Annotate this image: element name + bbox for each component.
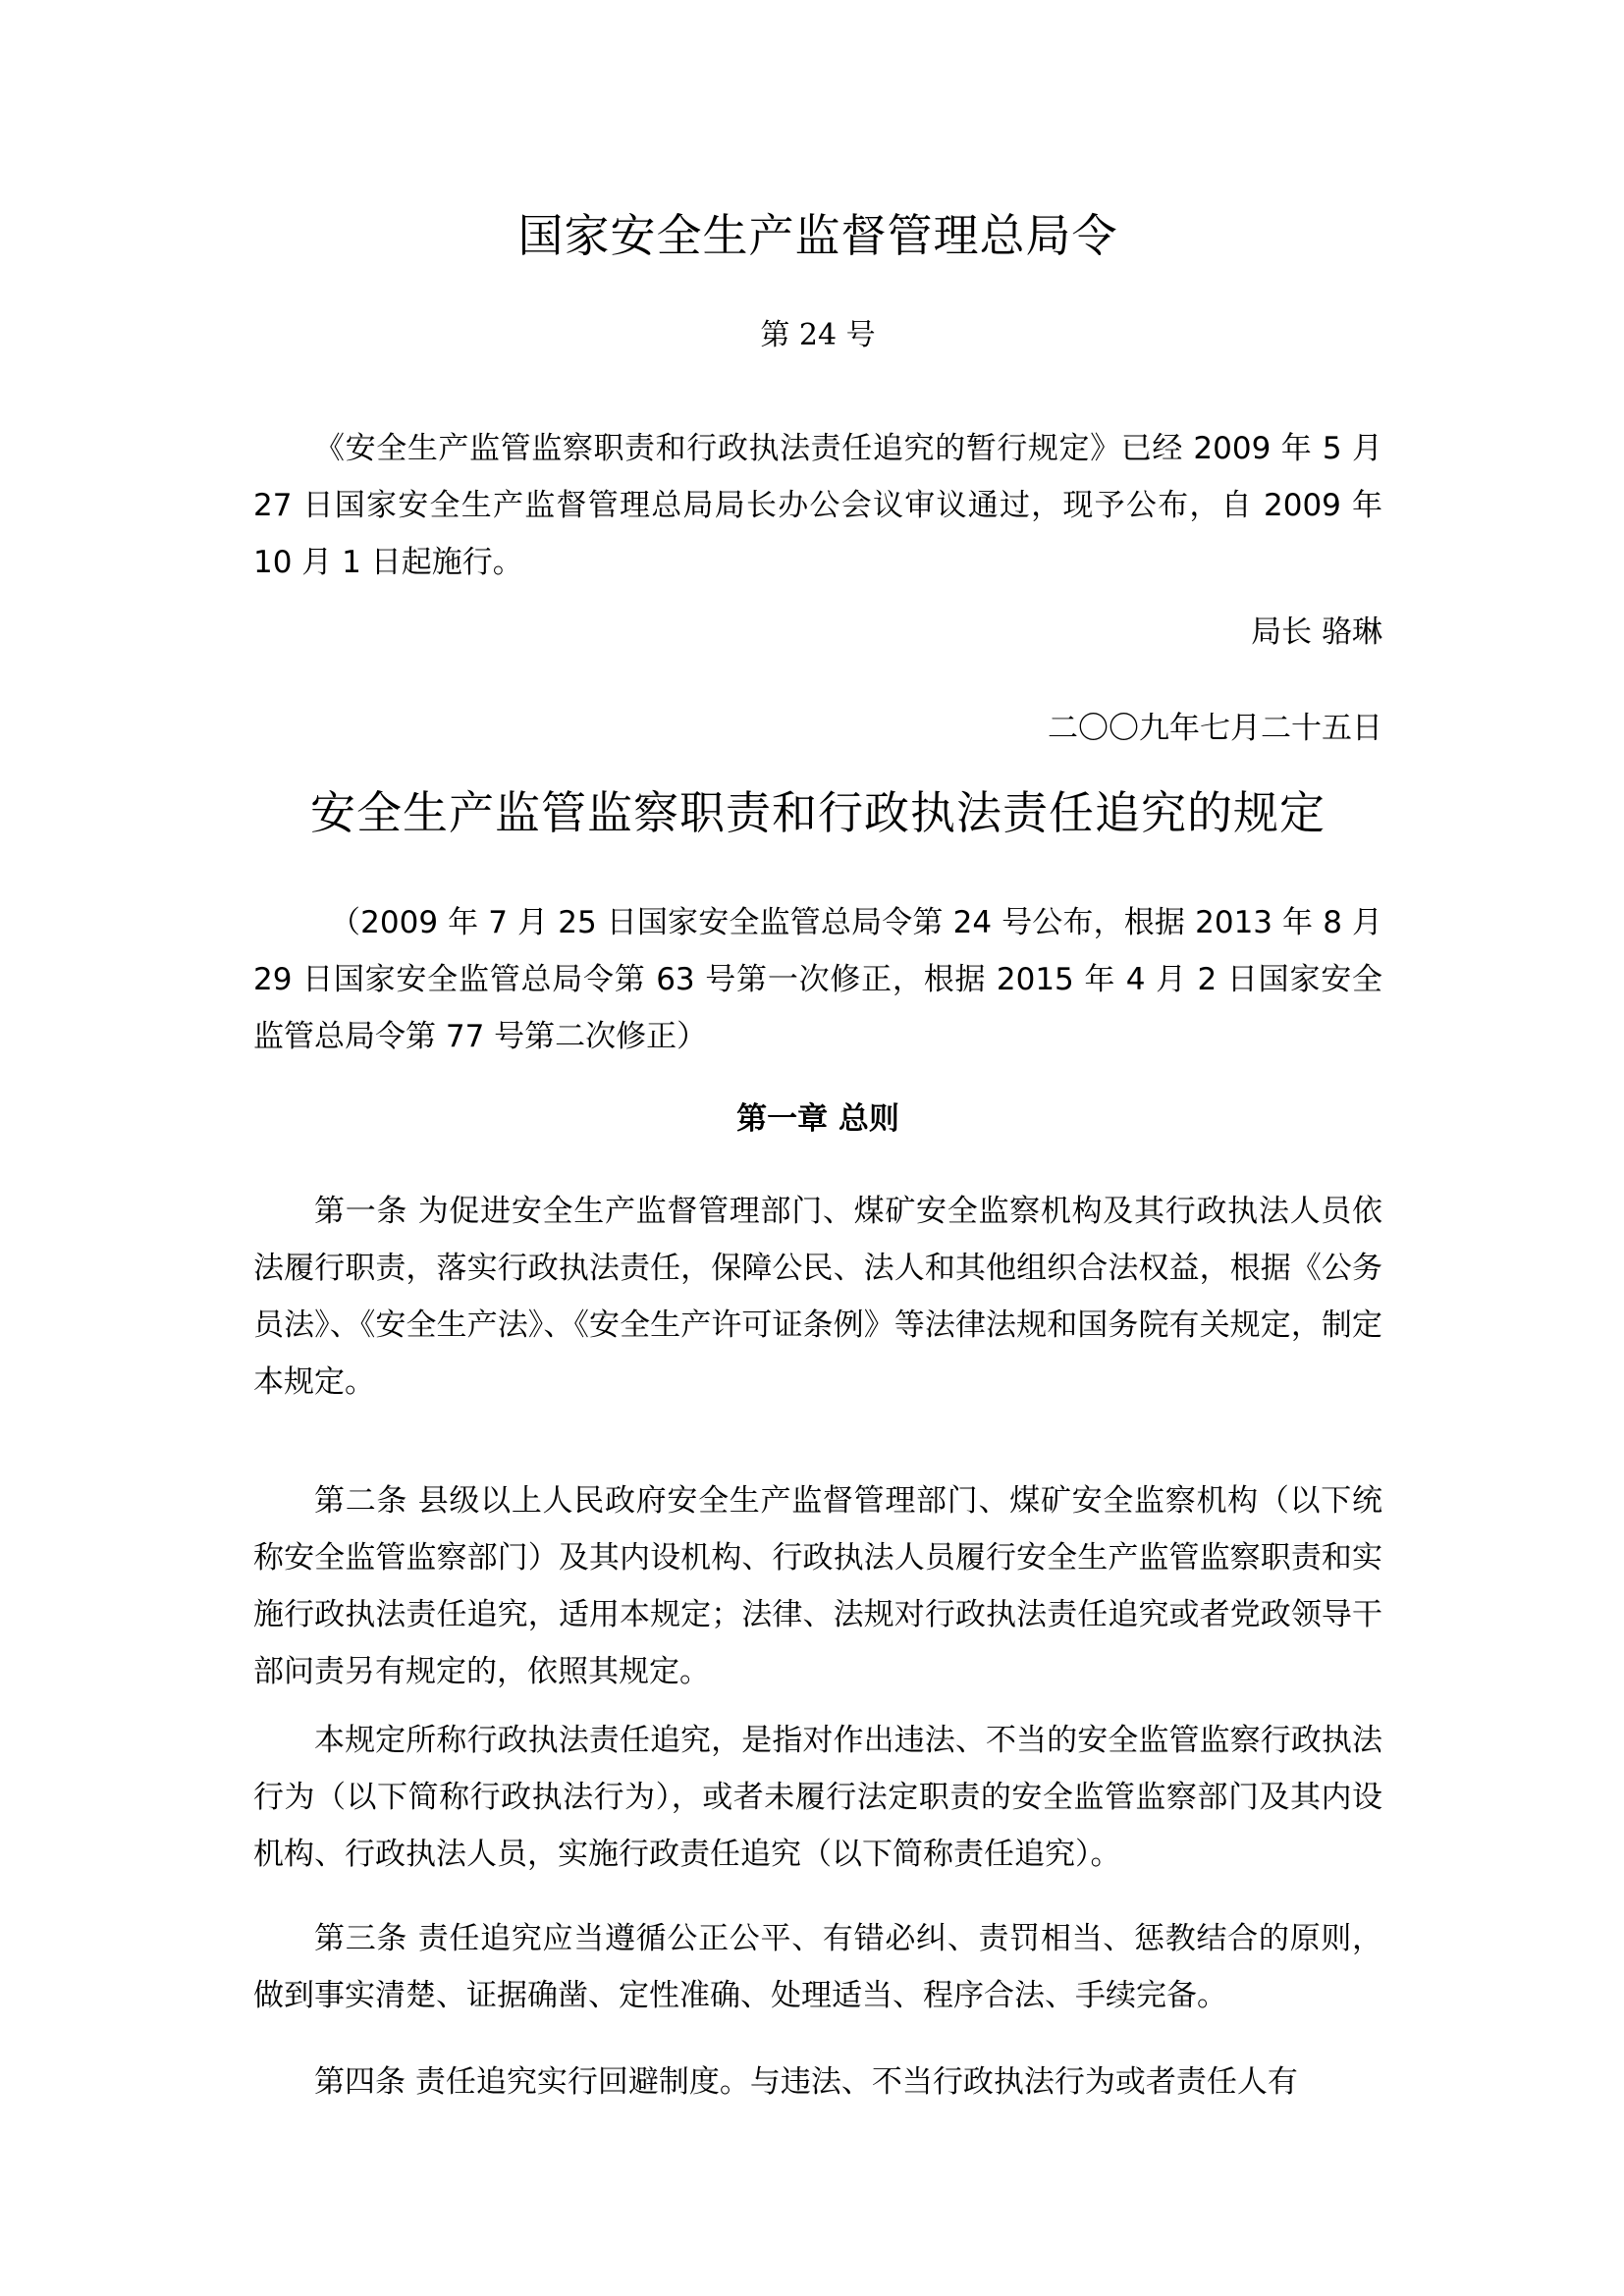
order-number: 第 24 号 xyxy=(760,318,876,352)
sign-date: 二〇〇九年七月二十五日 xyxy=(1048,711,1382,746)
regulation-title: 安全生产监管监察职责和行政执法责任追究的规定 xyxy=(310,786,1326,839)
article-4: 第四条 责任追究实行回避制度。与违法、不当行政执法行为或者责任人有 xyxy=(314,2064,1298,2100)
article-2-definition: 本规定所称行政执法责任追究，是指对作出违法、不当的安全监管监察行政执法行为（以下简称行政执法行为），或者未履行法定职责的安全监管监察部门及其内设机构、行政执法人员，实施行政责任追究（以下简称责任追究）。 xyxy=(253,1723,1382,1872)
article-1: 第一条 为促进安全生产监督管理部门、煤矿安全监察机构及其行政执法人员依法履行职责，落实行政执法责任，保障公民、法人和其他组织合法权益，根据《公务员法》、《安全生产法》、《安全生产许可证条例》等法律法规和国务院有关规定，制定本规定。 xyxy=(253,1194,1382,1400)
promulgation-paragraph: 《安全生产监管监察职责和行政执法责任追究的暂行规定》已经 2009 年 5 月 27 日国家安全生产监督管理总局局长办公会议审议通过，现予公布，自 2009 年 10 月 1 日起施行。 xyxy=(253,431,1382,580)
article-3: 第三条 责任追究应当遵循公正公平、有错必纠、责罚相当、惩教结合的原则，做到事实清楚、证据确凿、定性准确、处理适当、程序合法、手续完备。 xyxy=(253,1921,1382,2013)
amendment-note: （2009 年 7 月 25 日国家安全监管总局令第 24 号公布，根据 2013 年 8 月 29 日国家安全监管总局令第 63 号第一次修正，根据 2015 年 4 月 2 日国家安全监管总局令第 77 号第二次修正） xyxy=(253,905,1382,1054)
signature: 局长 骆琳 xyxy=(1251,614,1382,650)
chapter-title: 第一章 总则 xyxy=(736,1101,899,1137)
article-2: 第二条 县级以上人民政府安全生产监督管理部门、煤矿安全监察机构（以下统称安全监管监察部门）及其内设机构、行政执法人员履行安全生产监管监察职责和实施行政执法责任追究，适用本规定；法律、法规对行政执法责任追究或者党政领导干部问责另有规定的，依照其规定。 xyxy=(253,1483,1382,1689)
order-title: 国家安全生产监督管理总局令 xyxy=(517,209,1118,262)
